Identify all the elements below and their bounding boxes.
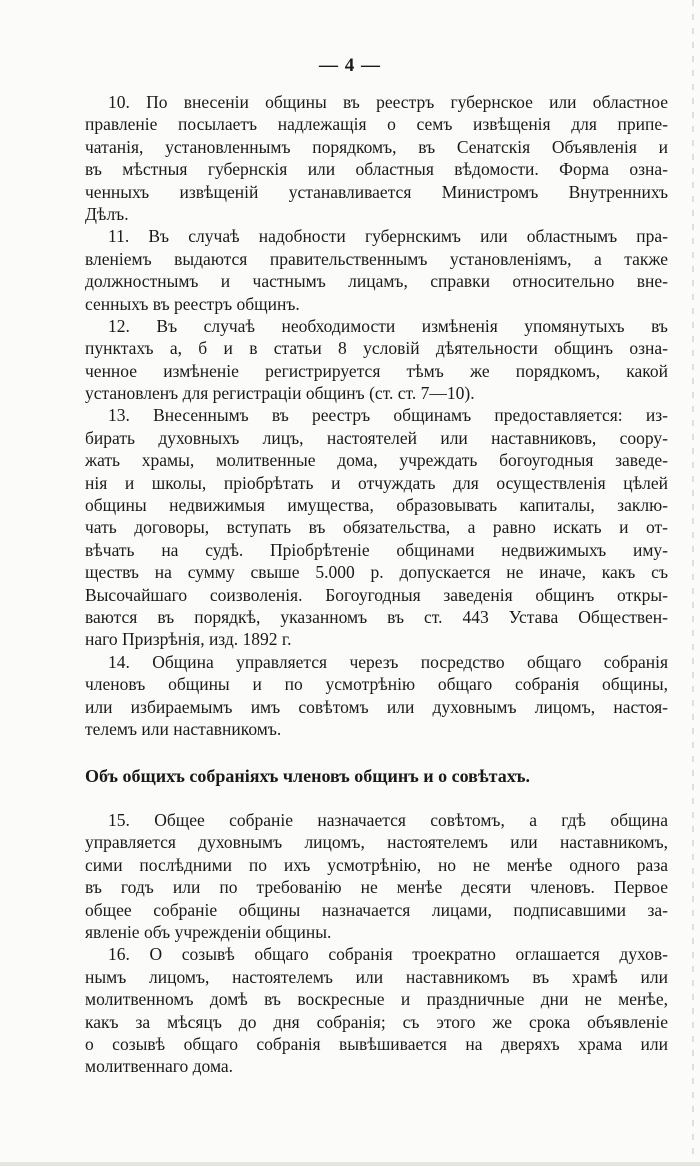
text-line: 13. Внесеннымъ въ реестръ общинамъ предоставляется: из-: [108, 405, 668, 426]
text-line: 10. По внесеніи общины въ реестръ губернское или областное: [108, 92, 668, 112]
text-line: правленіе посылаетъ надлежащія о семъ извѣщенія для припе-: [85, 114, 668, 135]
text-line: чать договоры, вступать въ обязательства, а равно искать и от-: [85, 517, 668, 538]
paragraph: [85, 809, 668, 943]
text-line: Высочайшаго соизволенія. Богоугодныя заведенія общинъ откры-: [85, 584, 668, 605]
text-line: членовъ общины и по усмотрѣнію общаго собранія общины,: [85, 674, 668, 695]
text-line: молитвенномъ домѣ въ воскресные и праздничные дни не менѣе,: [85, 989, 668, 1010]
text-line: о созывѣ общаго собранія вывѣшивается на дверяхъ храма или: [85, 1033, 668, 1054]
page-number: — 4 —: [319, 55, 381, 76]
section-heading: Объ общихъ собраніяхъ членовъ общинъ и о совѣтахъ.: [85, 766, 531, 786]
text-line: общины недвижимыя имущества, образовывать капиталы, заклю-: [85, 495, 668, 516]
text-line: нія и школы, пріобрѣтать и отчуждать для осуществленія цѣлей: [85, 472, 668, 493]
text-line: ченное измѣненіе регистрируется тѣмъ же порядкомъ, какой: [85, 360, 668, 381]
paragraph: [85, 404, 668, 650]
scan-bottom-edge: [0, 1162, 700, 1166]
text-line: бирать духовныхъ лицъ, настоятелей или наставниковъ, соору-: [85, 427, 668, 448]
sections-15-16: [85, 809, 668, 1078]
text-line: вленіемъ выдаются правительственнымъ установленіямъ, а также: [85, 248, 668, 269]
paragraph: [85, 91, 668, 225]
text-line: вѣчать на судѣ. Пріобрѣтеніе общинами недвижимыхъ иму-: [85, 539, 668, 560]
text-line: 11. Въ случаѣ надобности губернскимъ или областнымъ пра-: [108, 226, 668, 247]
text-line: жать храмы, молитвенные дома, учреждать богоугодныя заведе-: [85, 450, 668, 471]
paragraph: [85, 315, 668, 405]
text-line: молитвеннаго дома.: [85, 1056, 234, 1077]
text-line: 14. Община управляется черезъ посредство общаго собранія: [108, 651, 668, 672]
text-line: какъ за мѣсяцъ до дня собранія; съ этого же срока объявленіе: [85, 1011, 668, 1032]
text-line: нымъ лицомъ, настоятелемъ или наставникомъ въ храмѣ или: [85, 966, 668, 987]
text-line: въ мѣстныя губернскія или областныя вѣдомости. Форма озна-: [85, 159, 668, 180]
text-line: явленіе объ учрежденіи общины.: [85, 921, 332, 942]
text-line: 15. Общее собраніе назначается совѣтомъ, а гдѣ община: [108, 810, 668, 830]
paragraph: [85, 225, 668, 315]
text-line: общее собраніе общины назначается лицами, подписавшими за-: [85, 899, 668, 920]
text-line: сими послѣдними по ихъ усмотрѣнію, но не менѣе одного раза: [85, 854, 668, 875]
text-line: Дѣлъ.: [85, 203, 129, 224]
text-line: пунктахъ а, б и в статьи 8 условій дѣятельности общинъ озна-: [85, 338, 668, 359]
text-line: въ годъ или по требованію не менѣе десяти членовъ. Первое: [85, 877, 668, 898]
text-line: ченныхъ извѣщеній устанавливается Министромъ Внутреннихъ: [85, 181, 668, 202]
text-line: наго Призрѣнія, изд. 1892 г.: [85, 629, 292, 650]
paragraph: [85, 943, 668, 1077]
text-line: чатанія, установленнымъ порядкомъ, въ Сенатскія Объявленія и: [85, 136, 668, 157]
text-line: 16. О созывѣ общаго собранія троекратно оглашается духов-: [108, 944, 668, 965]
text-line: телемъ или наставникомъ.: [85, 718, 282, 739]
text-line: ществъ на сумму свыше 5.000 р. допускается не иначе, какъ съ: [85, 562, 668, 583]
text-line: должностнымъ и частнымъ лицамъ, справки относительно вне-: [85, 271, 668, 292]
text-line: 12. Въ случаѣ необходимости измѣненія упомянутыхъ въ: [108, 315, 668, 336]
scan-edge: [692, 0, 694, 1166]
text-line: или избираемымъ имъ совѣтомъ или духовнымъ лицомъ, настоя-: [85, 696, 668, 717]
text-line: управляется духовнымъ лицомъ, настоятелемъ или наставникомъ,: [85, 832, 668, 853]
text-line: установленъ для регистраціи общинъ (ст. ст. 7—10).: [85, 383, 475, 404]
text-line: сенныхъ въ реестръ общинъ.: [85, 293, 300, 314]
text-line: ваются въ порядкѣ, указанномъ въ ст. 443 Устава Обществен-: [85, 606, 668, 627]
sections-10-14: [85, 91, 668, 740]
paragraph: [85, 651, 668, 741]
